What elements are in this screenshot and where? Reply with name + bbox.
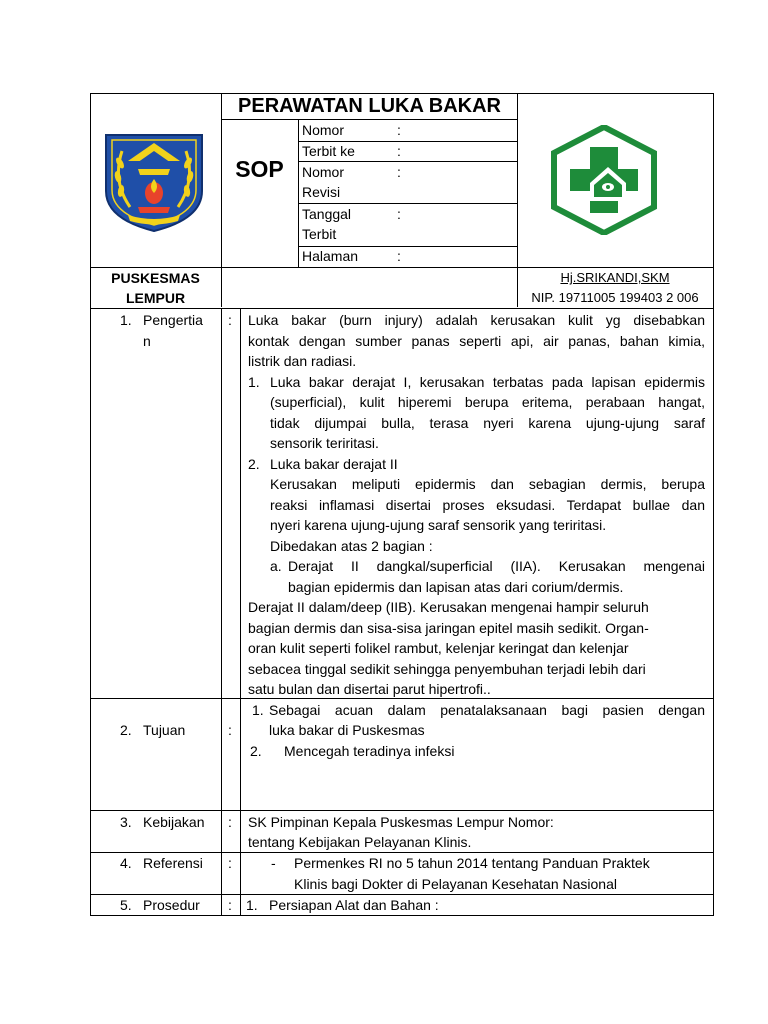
divider-logo bbox=[221, 93, 222, 307]
meta-terbit-colon: : bbox=[397, 143, 401, 159]
org-name-line-2: LEMPUR bbox=[125, 290, 186, 306]
sop-label: SOP bbox=[235, 156, 284, 182]
pengertian-line: listrik dan radiasi. bbox=[248, 353, 357, 369]
pengertian-line: Luka bakar (burn injury) adalah kerusakan kulit yg disebabkan bbox=[248, 312, 705, 328]
meta-revisi-label-2: Revisi bbox=[302, 184, 341, 200]
section-5-colon: : bbox=[228, 897, 232, 913]
section-1-label: Pengertia bbox=[143, 312, 203, 328]
pengertian-line: bagian dermis dan sisa-sisa jaringan epitel masih sedikit. Organ- bbox=[248, 620, 649, 636]
section-1-label-cont: n bbox=[143, 333, 151, 349]
meta-tanggal-label-2: Terbit bbox=[302, 226, 337, 242]
pengertian-line: kontak dengan sumber panas seperti api, air panas, bahan kimia, bbox=[248, 333, 705, 349]
tujuan-item-1: Sebagai acuan dalam penatalaksanaan bagi pasien dengan bbox=[269, 702, 705, 718]
pengertian-line: oran kulit seperti folikel rambut, kelenjar keringat dan kelenjar bbox=[248, 640, 629, 656]
referensi-line-2: Klinis bagi Dokter di Pelayanan Kesehatan Nasional bbox=[294, 876, 617, 892]
document-title: PERAWATAN LUKA BAKAR bbox=[238, 95, 501, 117]
prosedur-item: Persiapan Alat dan Bahan : bbox=[269, 897, 439, 913]
pengertian-line: reaksi inflamasi disertai proses eksudasi. Terdapat bullae dan bbox=[270, 497, 705, 513]
section-1-colon: : bbox=[228, 312, 232, 328]
signatory-nip: NIP. 19711005 199403 2 006 bbox=[531, 290, 699, 305]
section-5-number: 5. bbox=[120, 897, 132, 913]
divider-label-col bbox=[221, 308, 222, 916]
kebijakan-line-2: tentang Kebijakan Pelayanan Klinis. bbox=[248, 834, 472, 850]
pengertian-line: tidak dijumpai bulla, terasa nyeri karena ujung-ujung saraf bbox=[270, 415, 705, 431]
section-3-number: 3. bbox=[120, 814, 132, 830]
divider-colon-col bbox=[240, 308, 241, 916]
border-left bbox=[90, 93, 91, 916]
meta-nomor-colon: : bbox=[397, 122, 401, 138]
list-marker: a. bbox=[270, 558, 282, 574]
meta-halaman-colon: : bbox=[397, 248, 401, 264]
pengertian-line: Derajat II dalam/deep (IIB). Kerusakan mengenai hampir seluruh bbox=[248, 599, 649, 615]
referensi-line-1: Permenkes RI no 5 tahun 2014 tentang Panduan Praktek bbox=[294, 855, 650, 871]
meta-tanggal-colon: : bbox=[397, 206, 401, 222]
section-5-label: Prosedur bbox=[143, 897, 200, 913]
org-name-line-1: PUSKESMAS bbox=[111, 270, 200, 286]
pengertian-line: Kerusakan meliputi epidermis dan sebagian dermis, berupa bbox=[270, 476, 705, 492]
section-1-number: 1. bbox=[120, 312, 132, 328]
meta-tanggal-label: Tanggal bbox=[302, 206, 352, 222]
divider-row-2 bbox=[90, 810, 714, 811]
pengertian-line: Dibedakan atas 2 bagian : bbox=[270, 538, 433, 554]
puskesmas-logo-icon bbox=[550, 125, 658, 235]
pengertian-line: Luka bakar derajat II bbox=[270, 456, 398, 472]
tujuan-item-1-number: 1. bbox=[252, 702, 264, 718]
pengertian-line: satu bulan dan disertai parut hipertrofi.. bbox=[248, 681, 491, 697]
pengertian-line: sensorik teriritasi. bbox=[270, 435, 379, 451]
referensi-dash: - bbox=[271, 855, 276, 871]
section-4-colon: : bbox=[228, 855, 232, 871]
jambi-emblem-icon bbox=[98, 121, 210, 233]
list-marker: 2. bbox=[248, 456, 260, 472]
kebijakan-line-1: SK Pimpinan Kepala Puskesmas Lempur Nomor: bbox=[248, 814, 554, 830]
tujuan-item-2-number: 2. bbox=[250, 743, 262, 759]
meta-revisi-label: Nomor bbox=[302, 164, 345, 180]
section-3-colon: : bbox=[228, 814, 232, 830]
signatory-name: Hj.SRIKANDI,SKM bbox=[560, 270, 670, 285]
meta-terbit-label: Terbit ke bbox=[302, 143, 355, 159]
meta-halaman-label: Halaman bbox=[302, 248, 359, 264]
pengertian-line: Luka bakar derajat I, kerusakan terbatas pada lapisan epidermis bbox=[270, 374, 705, 390]
section-4-number: 4. bbox=[120, 855, 132, 871]
tujuan-item-2: Mencegah teradinya infeksi bbox=[284, 743, 455, 759]
pengertian-line: (superficial), kulit hiperemi berupa eritema, perabaan hangat, bbox=[270, 394, 705, 410]
border-right bbox=[713, 93, 714, 916]
section-2-label: Tujuan bbox=[143, 722, 186, 738]
prosedur-item-number: 1. bbox=[246, 897, 258, 913]
meta-nomor-label: Nomor bbox=[302, 122, 345, 138]
tujuan-item-1-cont: luka bakar di Puskesmas bbox=[269, 722, 425, 738]
section-2-colon: : bbox=[228, 722, 232, 738]
section-4-label: Referensi bbox=[143, 855, 203, 871]
meta-revisi-colon: : bbox=[397, 164, 401, 180]
pengertian-line: sebacea tinggal sedikit sehingga penyembuhan terjadi lebih dari bbox=[248, 661, 646, 677]
list-marker: 1. bbox=[248, 374, 260, 390]
section-2-number: 2. bbox=[120, 722, 132, 738]
pengertian-line: Derajat II dangkal/superficial (IIA). Kerusakan mengenai bbox=[288, 558, 705, 574]
section-3-label: Kebijakan bbox=[143, 814, 205, 830]
pengertian-line: bagian epidermis dan lapisan atas dari corium/dermis. bbox=[288, 579, 624, 595]
pengertian-line: nyeri karena ujung-ujung saraf sensorik yang teriritasi. bbox=[270, 517, 607, 533]
divider-title bbox=[221, 119, 518, 120]
